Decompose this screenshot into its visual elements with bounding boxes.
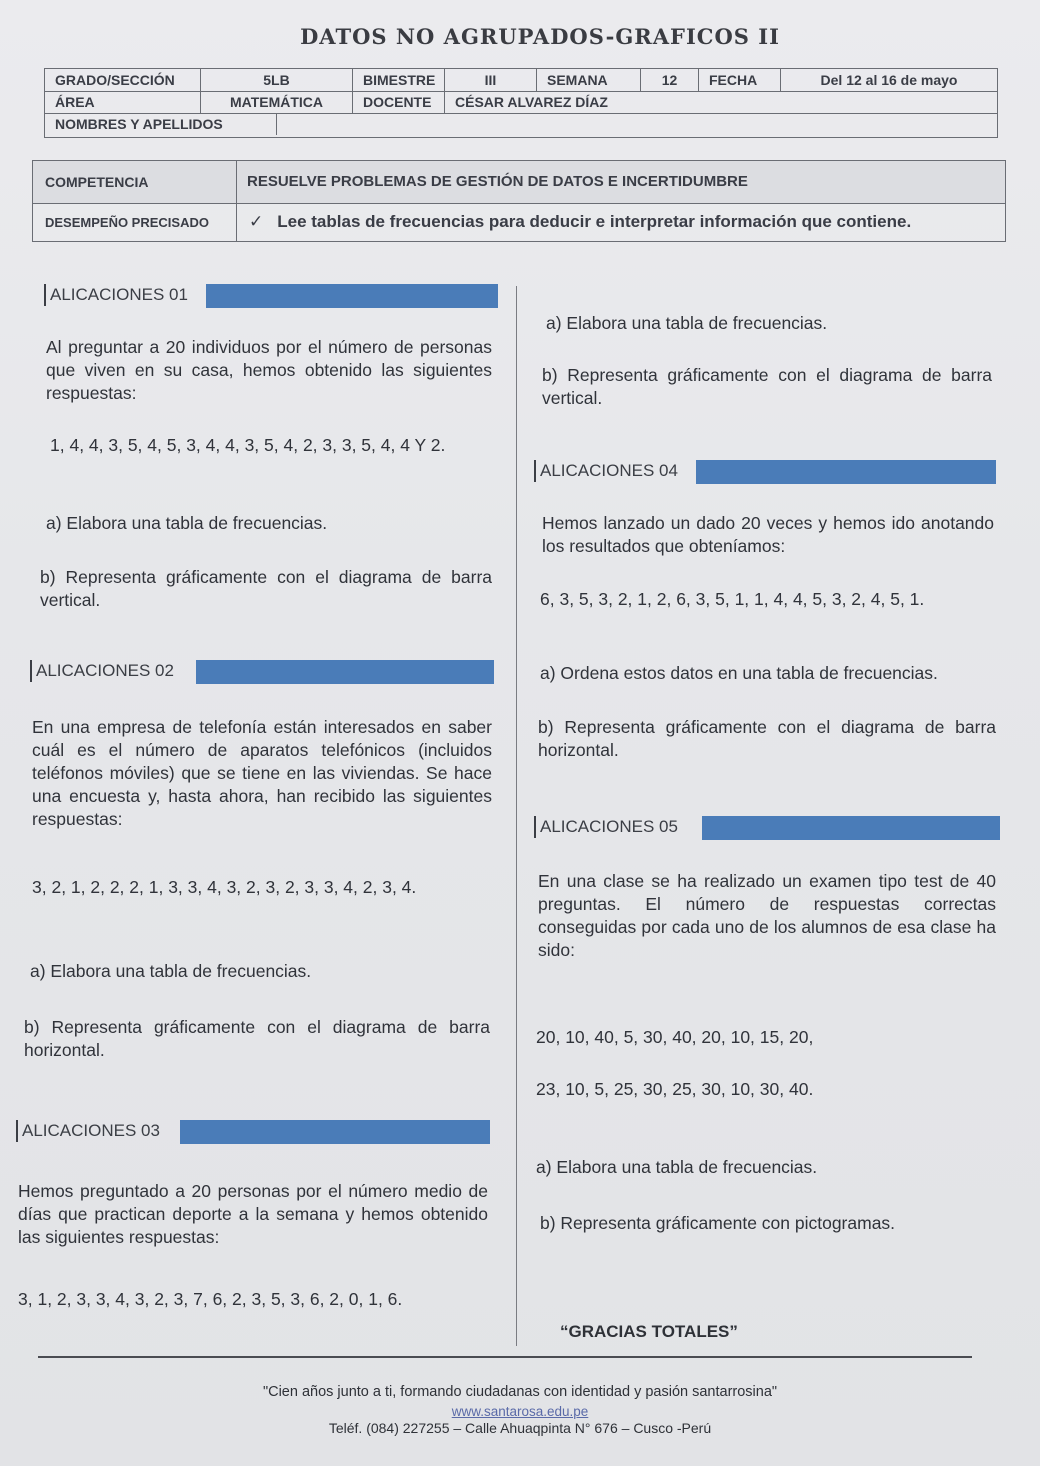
section-01-task-a: a) Elabora una tabla de frecuencias. <box>46 513 328 533</box>
competencia-label: COMPETENCIA <box>33 161 237 203</box>
fecha-value: Del 12 al 16 de mayo <box>820 72 958 88</box>
section-01-title: ALICACIONES 01 <box>44 284 188 306</box>
section-03-intro: Hemos preguntado a 20 personas por el número medio de días que practican deporte a la semana y hemos obtenido las siguientes respuestas: <box>18 1181 488 1247</box>
section-02-task-b: b) Representa gráficamente con el diagrama de barra horizontal. <box>24 1017 490 1060</box>
section-04-task-a: a) Ordena estos datos en una tabla de frecuencias. <box>540 663 938 683</box>
section-04-bar <box>696 460 996 484</box>
header-row-1 <box>45 69 997 92</box>
section-01-bar <box>206 284 498 308</box>
desempeno-text <box>247 203 911 241</box>
section-05-task-a: a) Elabora una tabla de frecuencias. <box>536 1157 818 1177</box>
section-05-header <box>534 816 1000 838</box>
footer-website-link[interactable]: www.santarosa.edu.pe <box>451 1404 589 1419</box>
section-03-header <box>16 1120 492 1142</box>
column-divider <box>516 286 517 1346</box>
section-01-intro: Al preguntar a 20 individuos por el número de personas que viven en su casa, hemos obtenido las siguientes respuestas: <box>46 337 492 403</box>
section-03-data: 3, 1, 2, 3, 3, 4, 3, 2, 3, 7, 6, 2, 3, 5, 3, 6, 2, 0, 1, 6. <box>18 1289 403 1309</box>
semana-label: SEMANA <box>537 69 641 91</box>
semana-value: 12 <box>641 69 699 91</box>
section-05-title: ALICACIONES 05 <box>534 816 678 838</box>
section-04-header <box>534 460 996 482</box>
competencia-table <box>32 160 1006 242</box>
area-value: MATEMÁTICA <box>201 91 353 113</box>
check-icon: ✓ <box>249 212 264 231</box>
section-02-task-a: a) Elabora una tabla de frecuencias. <box>30 961 312 981</box>
desempeno-value: Lee tablas de frecuencias para deducir e interpretar información que contiene. <box>277 212 912 231</box>
docente-value: CÉSAR ALVAREZ DÍAZ <box>455 94 608 110</box>
section-03-task-b: b) Representa gráficamente con el diagrama de barra vertical. <box>542 365 992 408</box>
section-01-header <box>44 284 498 306</box>
section-02-data: 3, 2, 1, 2, 2, 2, 1, 3, 3, 4, 3, 2, 3, 2, 3, 3, 4, 2, 3, 4. <box>32 877 417 897</box>
section-01-data: 1, 4, 4, 3, 5, 4, 5, 3, 4, 4, 3, 5, 4, 2, 3, 3, 5, 4, 4 Y 2. <box>50 435 446 455</box>
section-04-task-b: b) Representa gráficamente con el diagrama de barra horizontal. <box>538 717 996 760</box>
competencia-row <box>33 161 1005 204</box>
section-02-header <box>30 660 496 682</box>
footer-divider <box>38 1356 972 1358</box>
bimestre-label: BIMESTRE <box>353 69 445 91</box>
grado-value: 5LB <box>201 69 353 91</box>
header-row-3 <box>45 113 997 135</box>
area-label: ÁREA <box>45 91 201 113</box>
section-02-title: ALICACIONES 02 <box>30 660 174 682</box>
section-03-bar <box>180 1120 490 1144</box>
section-04-data: 6, 3, 5, 3, 2, 1, 2, 6, 3, 5, 1, 1, 4, 4, 5, 3, 2, 4, 5, 1. <box>540 589 925 609</box>
desempeno-row <box>33 203 1005 241</box>
footer-motto: "Cien años junto a ti, formando ciudadanas con identidad y pasión santarrosina" <box>262 1384 778 1400</box>
section-05-bar <box>702 816 1000 840</box>
section-05-data-line-2: 23, 10, 5, 25, 30, 25, 30, 10, 30, 40. <box>536 1079 814 1099</box>
footer-contact: Teléf. (084) 227255 – Calle Ahuaqpinta N° 676 – Cusco -Perú <box>328 1420 712 1436</box>
bimestre-value: III <box>445 69 537 91</box>
desempeno-label: DESEMPEÑO PRECISADO <box>33 203 237 241</box>
page-title: DATOS NO AGRUPADOS-GRAFICOS II <box>300 24 780 49</box>
section-02-intro: En una empresa de telefonía están interesados en saber cuál es el número de aparatos telefónicos (incluidos teléfonos móviles) que se tiene en las viviendas. Se hace una encuesta y, hasta ahora, han recibido las siguientes respuestas: <box>32 717 492 829</box>
nombres-field[interactable] <box>277 113 997 135</box>
section-03-task-a: a) Elabora una tabla de frecuencias. <box>546 313 828 333</box>
section-05-task-b: b) Representa gráficamente con pictogramas. <box>540 1213 896 1233</box>
competencia-value: RESUELVE PROBLEMAS DE GESTIÓN DE DATOS E INCERTIDUMBRE <box>247 173 748 190</box>
section-05-intro: En una clase se ha realizado un examen tipo test de 40 preguntas. El número de respuestas correctas conseguidas por cada uno de los alumnos de esa clase ha sido: <box>538 871 996 960</box>
header-row-2 <box>45 91 997 114</box>
section-04-title: ALICACIONES 04 <box>534 460 678 482</box>
docente-label: DOCENTE <box>353 91 445 113</box>
header-info-table <box>44 68 998 138</box>
section-03-title: ALICACIONES 03 <box>16 1120 160 1142</box>
section-02-bar <box>196 660 494 684</box>
section-04-intro: Hemos lanzado un dado 20 veces y hemos ido anotando los resultados que obteníamos: <box>542 513 994 556</box>
nombres-label: NOMBRES Y APELLIDOS <box>45 113 277 135</box>
fecha-label: FECHA <box>699 69 781 91</box>
thanks-text: “GRACIAS TOTALES” <box>560 1322 738 1341</box>
grado-label: GRADO/SECCIÓN <box>45 69 201 91</box>
section-01-task-b: b) Representa gráficamente con el diagrama de barra vertical. <box>40 567 492 610</box>
section-05-data-line-1: 20, 10, 40, 5, 30, 40, 20, 10, 15, 20, <box>536 1027 814 1047</box>
